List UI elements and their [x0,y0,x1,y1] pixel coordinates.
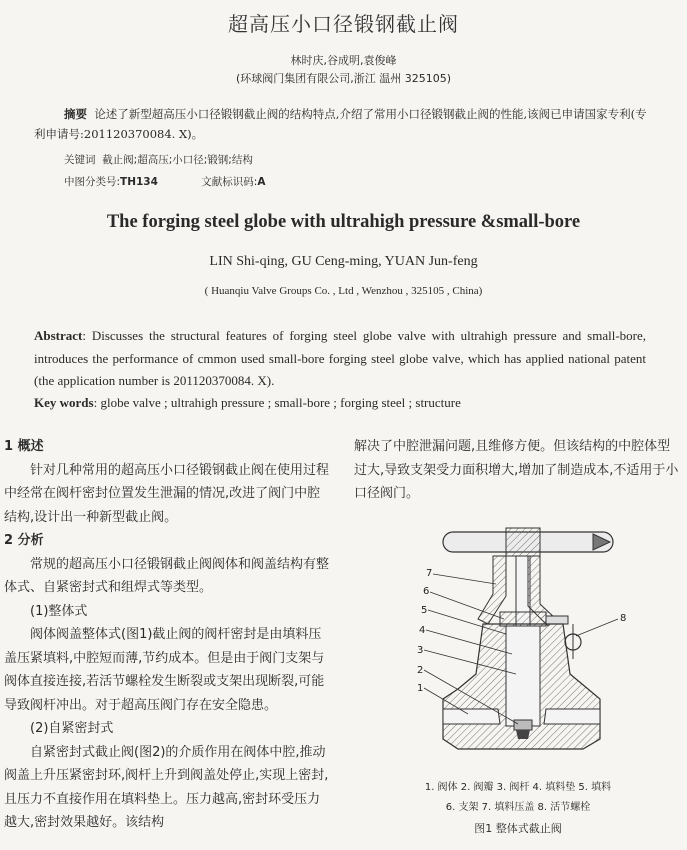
abstract-cn-text: 论述了新型超高压小口径锻钢截止阀的结构特点,介绍了常用小口径锻钢截止阀的性能,该阀已申请国家专利(专利申请号:201120370084. X)。 [34,107,647,141]
valve-cross-section-figure [388,524,648,774]
abstract-cn-label: 摘要 [64,107,87,121]
keywords-en-text: : globe valve ; ultrahigh pressure ; small-bore ; forging steel ; structure [93,395,461,410]
subsection-2-2-heading: (2)自紧密封式 [30,721,114,736]
authors-en: LIN Shi-qing, GU Ceng-ming, YUAN Jun-feng [209,254,478,269]
section-2-heading: 2 分析 [4,533,44,548]
subsection-2-1-paragraph: 阀体阀盖整体式(图1)截止阀的阀杆密封是由填料压盖压紧填料,中腔短而薄,节约成本。但是由于阀门支架与阀体直接连接,若活节螺栓发生断裂或支架出现断裂,可能导致阀杆冲出。对于超高压阀门存在安全隐患。 [4,627,325,713]
abstract-cn [34,104,654,144]
section-1-heading: 1 概述 [4,439,44,454]
authors-cn: 林时庆,谷成明,袁俊峰 [290,54,397,67]
abstract-en-label: Abstract [34,328,83,343]
abstract-en-text: : Discusses the structural features of forging steel globe valve with ultrahigh pressure and small-bore, introduces the performance of cmmon used small-bore forging steel globe valve, which has applied national patent (the application number is 201120370084. X). [34,328,646,388]
doc-code: 文献标识码:A [201,176,266,188]
keywords-cn-label: 关键词 [64,154,96,166]
figure-label: 7 [426,568,433,579]
clc-code: 中图分类号:TH134 [64,176,158,188]
figure-caption: 图1 整体式截止阀 [474,822,562,835]
subsection-2-2-paragraph: 自紧密封式截止阀(图2)的介质作用在阀体中腔,推动阀盖上升压紧密封环,阀杆上升到阀盖处停止,实现上密封,且压力不直接作用在填料垫上。压力越高,密封环受压力越大,密封效果越好。该结构 [4,744,329,830]
figure-legend-line-2: 6. 支架 7. 填料压盖 8. 活节螺栓 [445,802,591,813]
figure-legend-line-1: 1. 阀体 2. 阀瓣 3. 阀杆 4. 填料垫 5. 填料 [424,782,612,793]
figure-label: 6 [423,586,430,597]
paper-title-cn: 超高压小口径锻钢截止阀 [228,12,459,36]
figure-label: 2 [417,665,424,676]
affiliation-cn: (环球阀门集团有限公司,浙江 温州 325105) [235,72,452,85]
figure-label: 1 [417,683,424,694]
affiliation-en: ( Huanqiu Valve Groups Co. , Ltd , Wenzhou , 325105 , China) [204,285,483,297]
abstract-en [34,325,646,393]
subsection-2-1-heading: (1)整体式 [30,603,88,619]
section-2-paragraph: 常规的超高压小口径锻钢截止阀阀体和阀盖结构有整体式、自紧密封式和组焊式等类型。 [4,556,330,595]
right-column-paragraph: 解决了中腔泄漏问题,且维修方便。但该结构的中腔体型过大,导致支架受力面积增大,增加了制造成本,不适用于小口径阀门。 [354,439,679,501]
figure-label: 8 [620,613,627,624]
paper-title-en: The forging steel globe with ultrahigh pressure &small-bore [106,212,581,232]
body-left-column [4,435,330,835]
keywords-cn [64,152,253,167]
keywords-en [34,395,461,411]
figure-label: 4 [419,625,426,636]
classification-cn [64,174,305,189]
section-1-paragraph: 针对几种常用的超高压小口径锻钢截止阀在使用过程中经常在阀杆密封位置发生泄漏的情况,改进了阀门中腔结构,设计出一种新型截止阀。 [4,462,330,525]
body-right-column [354,435,680,506]
figure-label: 5 [421,605,428,616]
keywords-cn-text: 截止阀;超高压;小口径;锻钢;结构 [102,154,253,166]
valve-body [443,624,600,749]
keywords-en-label: Key words [34,395,94,410]
handwheel [443,528,613,556]
figure-label: 3 [417,645,424,656]
